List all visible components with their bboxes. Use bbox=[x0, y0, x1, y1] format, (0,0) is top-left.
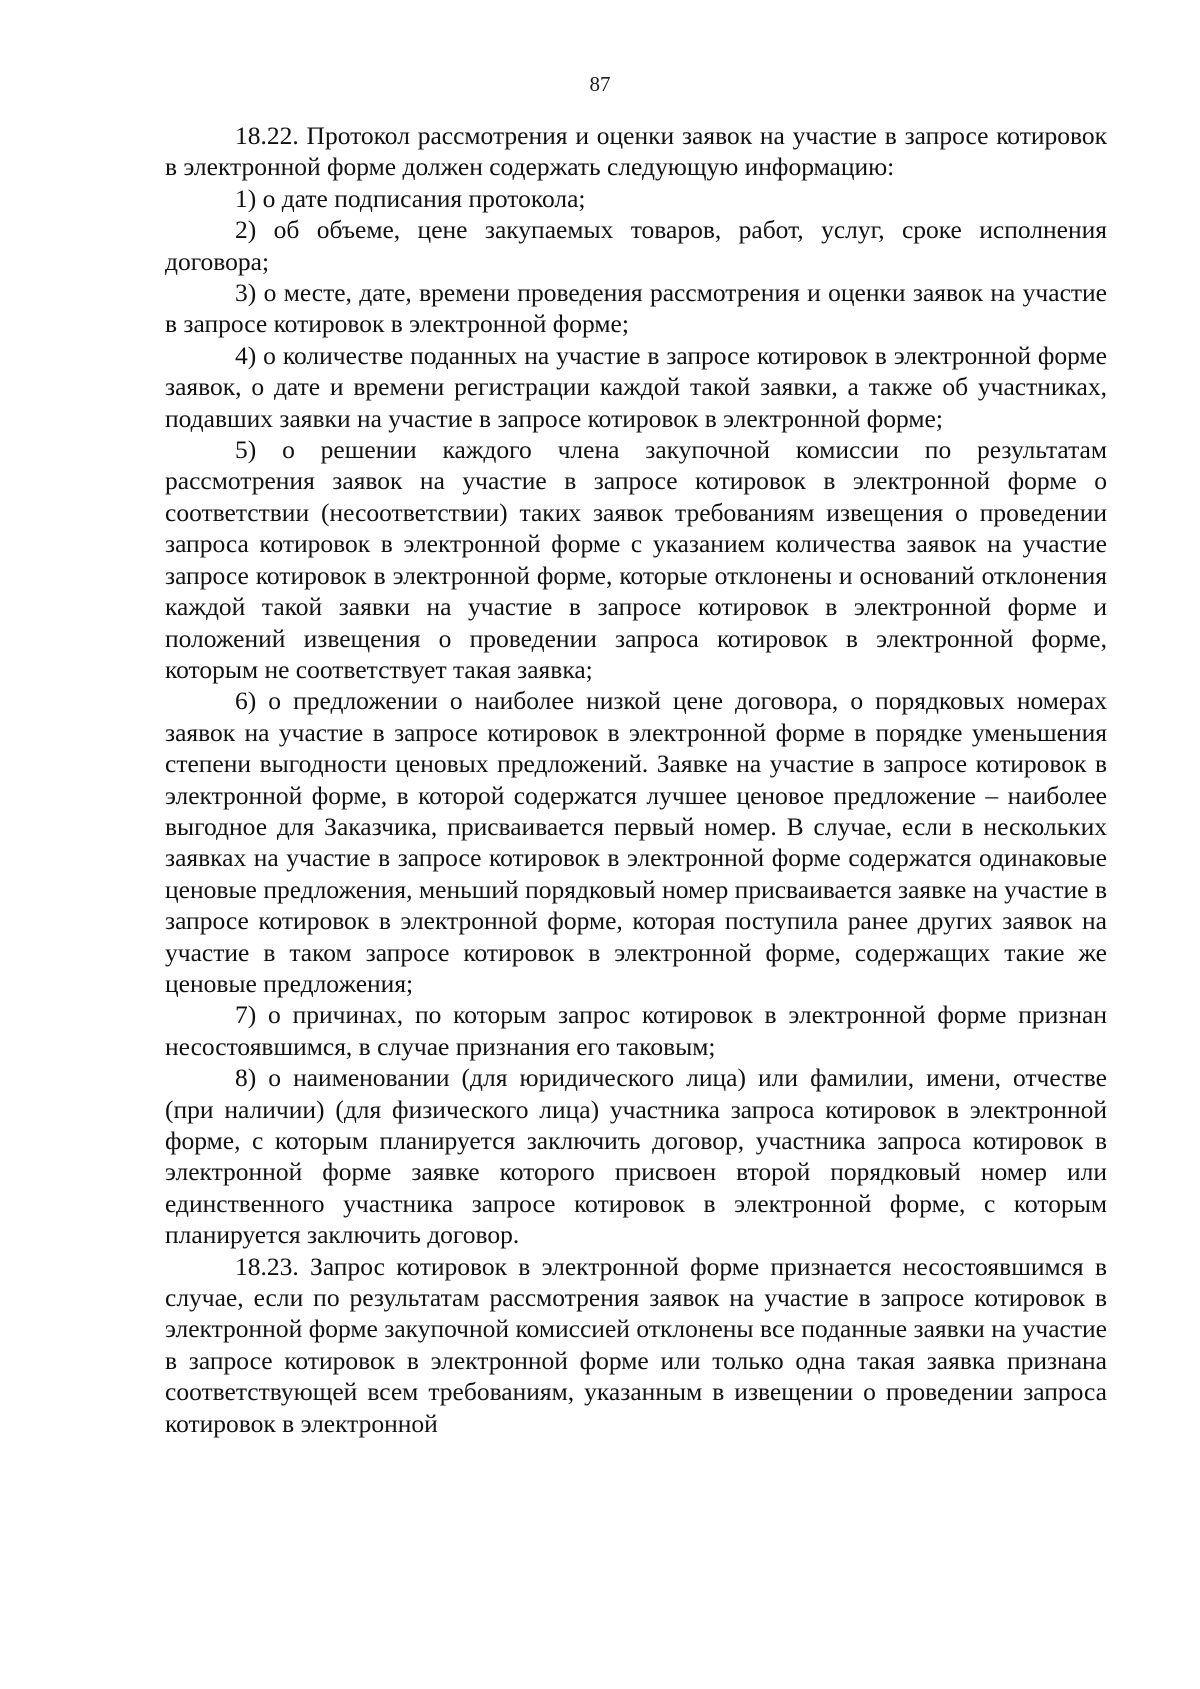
list-item-5: 5) о решении каждого члена закупочной комиссии по результатам рассмотрения заявок на участие в запросе котировок в электронной форме о соответствии (несоответствии) таких заявок требованиям извещения о проведении запроса котировок в электронной форме с указанием количества заявок на участие запросе котировок в электронной форме, которые отклонены и оснований отклонения каждой такой заявки на участие в запросе котировок в электронной форме и положений извещения о проведении запроса котировок в электронной форме, которым не соответствует такая заявка; bbox=[165, 435, 1107, 684]
list-item-2: 2) об объеме, цене закупаемых товаров, работ, услуг, сроке исполнения договора; bbox=[165, 215, 1107, 276]
paragraph-18-22: 18.22. Протокол рассмотрения и оценки заявок на участие в запросе котировок в электронной форме должен содержать следующую информацию: bbox=[165, 121, 1107, 182]
list-item-3: 3) о месте, дате, времени проведения рассмотрения и оценки заявок на участие в запросе котировок в электронной форме; bbox=[165, 278, 1107, 339]
page-number: 87 bbox=[589, 72, 611, 96]
list-item-4: 4) о количестве поданных на участие в запросе котировок в электронной форме заявок, о дате и времени регистрации каждой такой заявки, а также об участниках, подавших заявки на участие в запросе котировок в электронной форме; bbox=[165, 340, 1107, 433]
document-body bbox=[165, 120, 1107, 1439]
list-item-1: 1) о дате подписания протокола; bbox=[235, 183, 586, 213]
paragraph-18-23: 18.23. Запрос котировок в электронной форме признается несостоявшимся в случае, если по результатам рассмотрения заявок на участие в запросе котировок в электронной форме закупочной комиссией отклонены все поданные заявки на участие в запросе котировок в электронной форме или только одна такая заявка признана соответствующей всем требованиям, указанным в извещении о проведении запроса котировок в электронной bbox=[165, 1251, 1107, 1438]
list-item-6: 6) о предложении о наиболее низкой цене договора, о порядковых номерах заявок на участие в запросе котировок в электронной форме в порядке уменьшения степени выгодности ценовых предложений. Заявке на участие в запросе котировок в электронной форме, в которой содержатся лучшее ценовое предложение – наиболее выгодное для Заказчика, присваивается первый номер. В случае, если в нескольких заявках на участие в запросе котировок в электронной форме содержатся одинаковые ценовые предложения, меньший порядковый номер присваивается заявке на участие в запросе котировок в электронной форме, которая поступила ранее других заявок на участие в таком запросе котировок в электронной форме, содержащих такие же ценовые предложения; bbox=[165, 686, 1107, 998]
list-item-7: 7) о причинах, по которым запрос котировок в электронной форме признан несостоявшимся, в случае признания его таковым; bbox=[165, 1000, 1107, 1061]
list-item-8: 8) о наименовании (для юридического лица) или фамилии, имени, отчестве (при наличии) (для физического лица) участника запроса котировок в электронной форме, с которым планируется заключить договор, участника запроса котировок в электронной форме заявке которого присвоен второй порядковый номер или единственного участника запросе котировок в электронной форме, с которым планируется заключить договор. bbox=[165, 1063, 1107, 1250]
